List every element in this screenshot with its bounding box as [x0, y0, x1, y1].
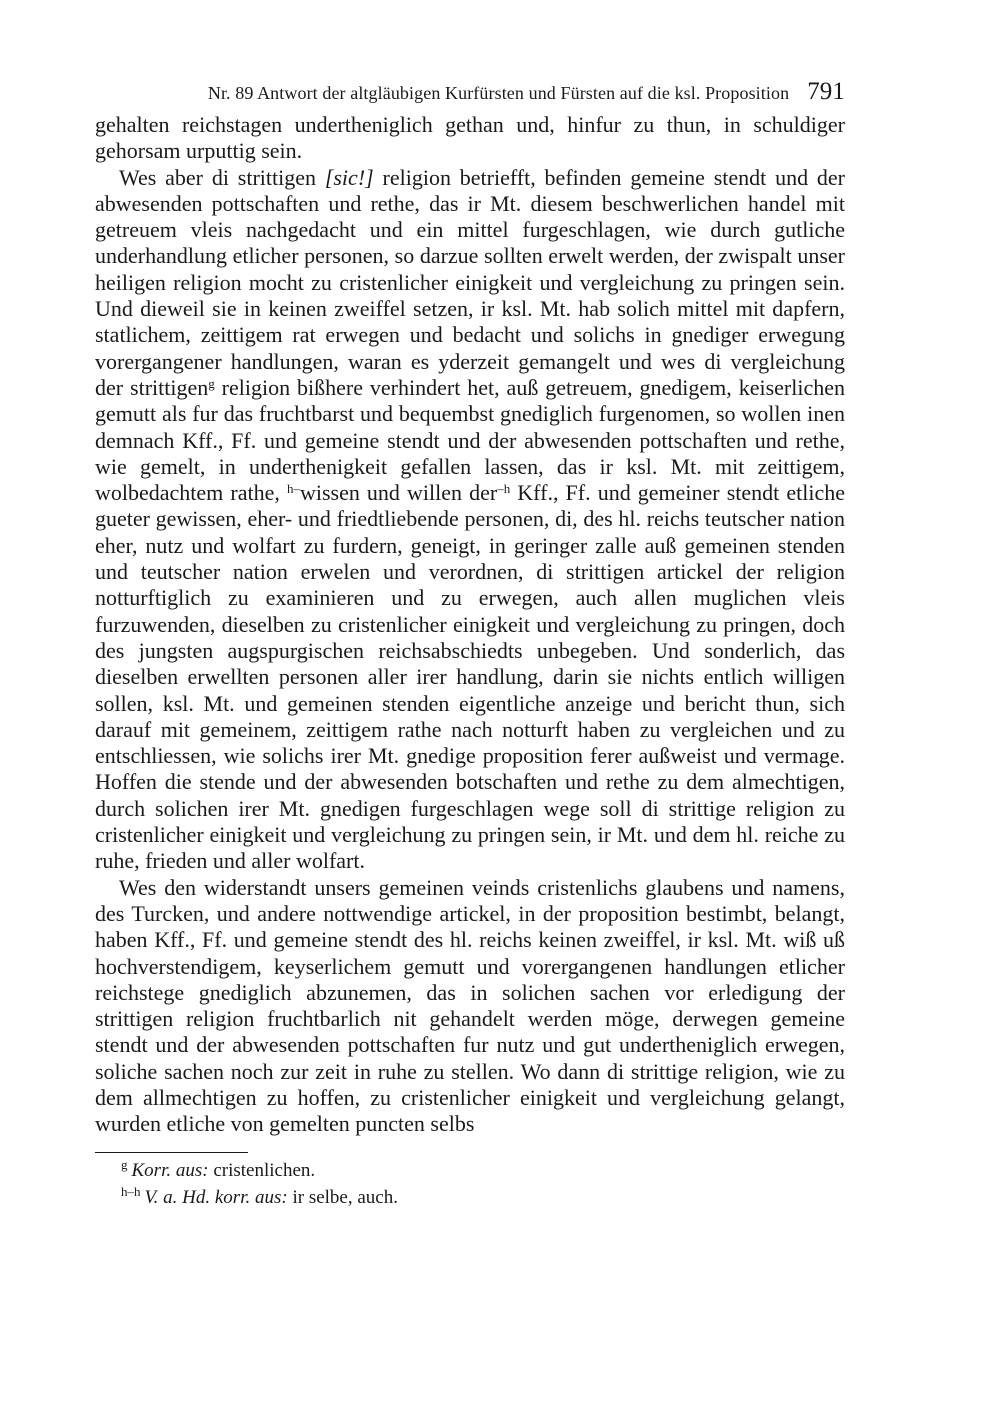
- paragraph-2-part-d: wissen und willen der: [299, 480, 498, 506]
- footnote-ref-g: g: [208, 375, 215, 391]
- footnote-g: [121, 1157, 845, 1184]
- footnote-divider: [95, 1152, 248, 1153]
- paragraph-3: Wes den widerstandt unsers gemeinen veinds cristenlichs glaubens und namens, des Turcken, und andere nottwendige artickel, in der proposition bestimbt, belangt, haben Kff., Ff. und gemeine stendt des hl. reichs keinen zweiffel, ir ksl. Mt. wiß uß hochverstendigem, keyserlichem gemutt und vorergangenen handlungen etlicher reichstege gnediglich abzunemen, das in solichen sachen vor erledigung der strittigen religion fruchtbarlich nit gehandelt werden möge, derwegen gemeine stendt und der abwesenden pottschaften fur nutz und gut undertheniglich erwegen, soliche sachen noch zur zeit in ruhe zu stellen. Wo dann di strittige religion, wie zu dem allmechtigen zu hoffen, zu cristenlicher einigkeit und vergleichung gelangt, wurden etliche von gemelten puncten selbs: [95, 874, 845, 1137]
- footnote-mark: h–h: [121, 1183, 141, 1199]
- footnote-ref-h-open: h–: [286, 481, 300, 497]
- paragraph-1: gehalten reichstagen undertheniglich gethan und, hinfur zu thun, in schuldiger gehorsam urputtig sein.: [95, 112, 845, 164]
- sic-note: [sic!]: [324, 164, 374, 190]
- footnote-ref-h-close: –h: [497, 481, 511, 497]
- running-header: [95, 78, 845, 112]
- footnote-h: [121, 1184, 845, 1211]
- document-page: [95, 78, 845, 1211]
- page-number: 791: [807, 78, 845, 105]
- paragraph-2: [95, 165, 845, 875]
- paragraph-2-part-c: religion bißhere verhindert het, auß getreuem, gnedigem, keiserlichen gemutt als fur das fruchtbarst und bequembst gnediglich furgenomen, so wollen inen demnach Kff., Ff. und gemeine stendt und der abwesenden pottschaften und rethe, wie gemelt, in underthenigkeit gefallen lassen, das ir ksl. Mt. mit zeittigem, wolbedachtem rathe,: [95, 374, 845, 506]
- paragraph-2-part-b: religion betriefft, befinden gemeine stendt und der abwesenden pottschaften und rethe, das ir Mt. diesem beschwerlichen handel mit getreuem vleis nachgedacht und ein mittel furgeschlagen, wie durch gutliche underhandlung etlicher personen, so darzue sollten erwelt werden, der zwispalt unser heiligen religion mocht zu cristenlicher einigkeit und vergleichung zu pringen sein. Und dieweil sie in keinen zweiffel setzen, ir ksl. Mt. hab solich mittel mit dapfern, statlichem, zeittigem rat erwegen und bedacht und solichs in gnediger erwegung vorergangener handlungen, waran es yderzeit gemangelt und wes di vergleichung der strittigen: [95, 164, 845, 400]
- footnote-text: ir selbe, auch.: [287, 1186, 398, 1208]
- footnote-label: Korr. aus:: [131, 1159, 209, 1181]
- footnote-text: cristenlichen.: [208, 1159, 316, 1181]
- main-text: [95, 112, 845, 1138]
- footnote-label: V. a. Hd. korr. aus:: [144, 1186, 288, 1208]
- running-title: Nr. 89 Antwort der altgläubigen Kurfürsten und Fürsten auf die ksl. Proposition: [207, 83, 790, 103]
- footnote-mark: g: [121, 1156, 128, 1172]
- paragraph-2-part-a: Wes aber di strittigen: [119, 164, 325, 190]
- paragraph-2-part-e: Kff., Ff. und gemeiner stendt etliche gueter gewissen, eher- und friedtliebende personen, di, des hl. reichs teutscher nation eher, nutz und wolfart zu furdern, geneigt, in geringer zalle auß gemeinen stenden und teutscher nation erwelen und verordnen, di strittigen artickel der religion notturftiglich zu examinieren und zu erwegen, auch allen muglichen vleis furzuwenden, dieselben zu cristenlicher einigkeit und vergleichung zu pringen, doch des jungsten augspurgischen reichsabschiedts unbegeben. Und sonderlich, das dieselben erwellten personen aller irer handlung, darin sie nichts entlich willigen sollen, ksl. Mt. und gemeinen stenden eigentliche anzeige und bericht thun, sich darauf mit gemeinem, zeittigem rathe nach notturft haben zu vergleichen und zu entschliessen, wie solichs irer Mt. gnedige proposition ferer außweist und vermage. Hoffen die stende und der abwesenden botschaften und rethe zu dem almechtigen, durch solichen irer Mt. gnedigen furgeschlagen wege soll di strittige religion zu cristenlicher einigkeit und vergleichung zu pringen sein, ir Mt. und dem hl. reiche zu ruhe, frieden und aller wolfart.: [95, 480, 845, 874]
- footnotes: [95, 1157, 845, 1211]
